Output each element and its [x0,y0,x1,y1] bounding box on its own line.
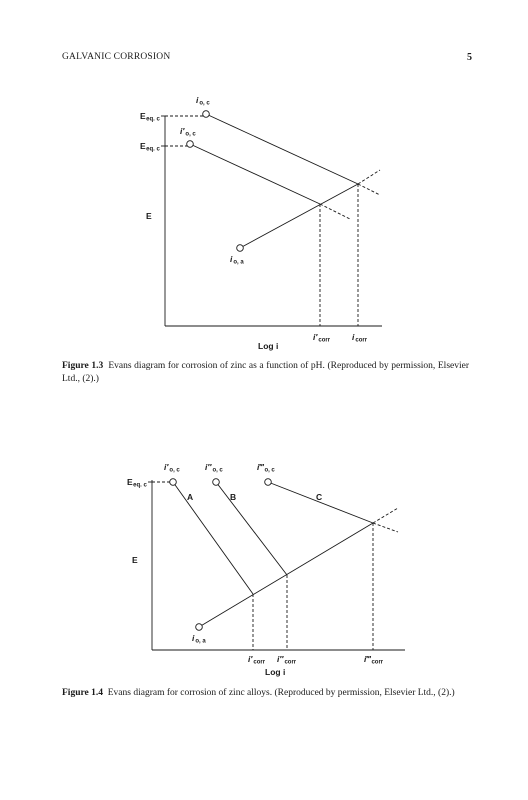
fig2-label-icorr-pp: i″corr [277,654,297,666]
fig1-cathodic-line-1-ext [358,184,380,195]
fig1-label-e-axis: E [146,211,152,221]
fig2-label-ippp-oc: i‴o, c [257,462,275,474]
fig2-line-b [216,482,287,575]
fig1-ioc-marker [203,111,210,118]
page-number: 5 [467,52,472,63]
fig2-label-e-axis: E [132,555,138,565]
figure-1-4-diagram [148,479,405,650]
fig2-anodic-line-ext [373,508,398,523]
fig2-ipp-oc-marker [213,479,220,486]
fig2-label-b: B [230,492,237,502]
fig1-cathodic-line-2 [190,144,320,204]
fig1-label-eeq-top: Eeq. c [140,111,160,123]
figure-1-4-caption-label: Figure 1.4 [62,688,103,698]
fig1-anodic-line-ext [358,170,380,184]
fig1-label-icorr: icorr [352,332,368,344]
fig1-cathodic-line-2-ext [320,204,350,219]
fig2-label-x-axis: Log i [265,667,286,677]
fig1-label-eeq-mid: Eeq. c [140,141,160,153]
figure-1-3-caption-label: Figure 1.3 [62,361,104,371]
fig2-anodic-line [199,523,373,627]
figure-1-3-caption-text: Evans diagram for corrosion of zinc as a function of pH. (Reproduced by permission, Elsevier Ltd., (2).) [62,361,469,384]
fig1-label-x-axis: Log i [258,341,279,351]
fig2-label-a: A [187,492,194,502]
fig1-ip-oc-marker [187,141,194,148]
figure-1-3-labels [140,95,368,351]
fig2-ippp-oc-marker [265,479,272,486]
fig2-label-c: C [316,492,323,502]
figure-1-4-caption-text: Evans diagram for corrosion of zinc alloys. (Reproduced by permission, Elsevier Ltd., (2).) [107,688,455,698]
fig2-ip-oc-marker [170,479,177,486]
fig2-label-icorr-p: i′corr [248,654,266,666]
fig1-label-ioc: io, c [196,95,210,107]
fig2-line-c [268,482,373,523]
fig2-label-icorr-ppp: i‴corr [364,654,384,666]
figure-1-3-diagram [161,111,382,326]
fig2-line-c-ext [373,523,398,532]
fig2-line-a [173,482,253,594]
fig1-label-ip-oc: i′o, c [180,126,196,138]
fig2-label-ipp-oc: i″o, c [205,462,223,474]
figure-1-4-caption [62,687,469,700]
fig2-label-ioa: io, a [192,633,206,645]
fig1-ioa-marker [237,245,244,252]
fig1-label-icorr-p: i′corr [313,332,331,344]
fig2-label-eeq: Eeq. c [127,477,147,489]
figure-1-4-labels [127,462,384,677]
fig2-label-ip-oc: i′o, c [164,462,180,474]
fig1-label-ioa: io, a [230,254,244,266]
fig2-ioa-marker [196,624,203,631]
fig1-anodic-line [240,184,358,248]
fig1-cathodic-line-1 [206,114,358,184]
figure-1-3-caption [62,360,469,385]
running-head: GALVANIC CORROSION [62,52,171,62]
